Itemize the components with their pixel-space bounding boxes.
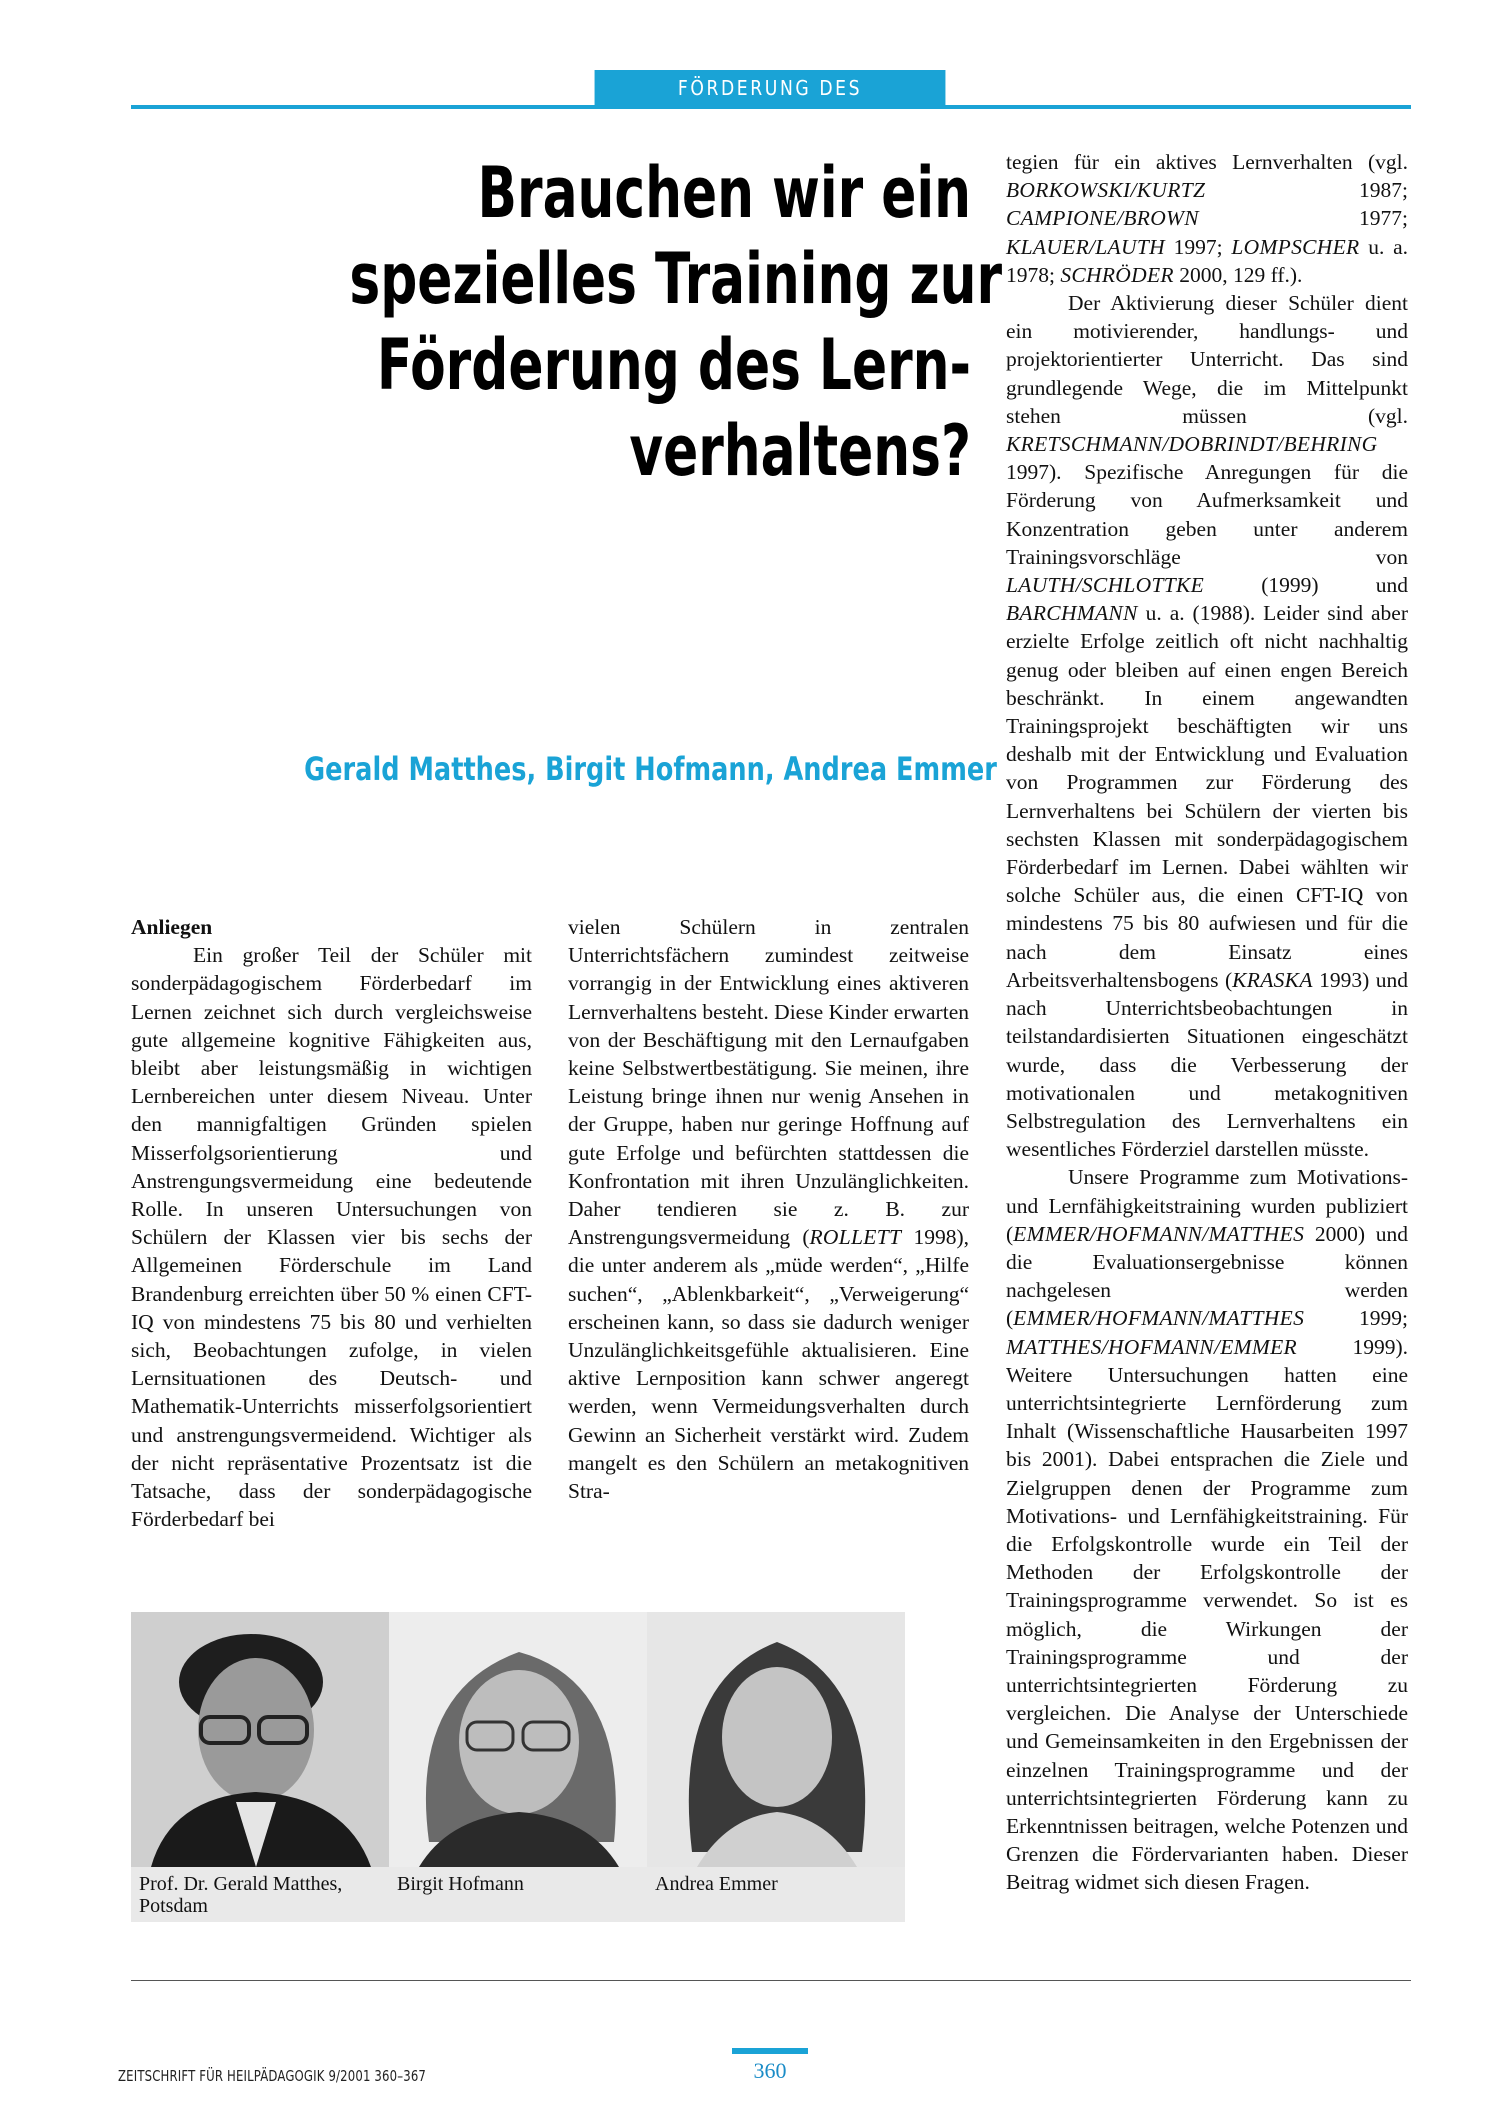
authors-text: Gerald Matthes, Birgit Hofmann, Andrea Emmer [304,750,997,788]
text-run: u. a. (1988). Leider sind aber erzielte Erfolge zeitlich oft nicht nachhaltig genug oder bleiben auf einen engen Bereich beschränkt. In einem angewandten Trainingsprojekt beschäftigten wir uns deshalb mit der Entwicklung und Evaluation von Programmen zur Förderung des Lernverhaltens bei Schülern der vierten bis sechsten Klassen mit sonderpädagogischem Förderbedarf im Lernen. Dabei wählten wir solche Schüler aus, die einen CFT-IQ von mindestens 75 bis 80 aufwiesen und für die nach dem Einsatz eines Arbeitsverhaltensbogens ( [1006,601,1408,992]
photo-caption-hofmann [389,1867,647,1922]
column-left [131,913,532,1533]
text-run: 1999). Weitere Untersuchungen hatten eine unterrichtsintegrierte Lernförderung zum Inhalt (Wissenschaftliche Hausarbeiten 1997 bis 2001). Dabei entsprachen die Ziele und Zielgruppen denen der Programme zum Motivations- und Lernfähigkeitstraining. Für die Erfolgskontrolle wurde ein Teil der Methoden der Erfolgskontrolle der Trainingsprogramme verwendet. So ist es möglich, die Wirkungen der Trainingsprogramme und der unterrichtsintegrierten Förderung zu vergleichen. Die Analyse der Unterschiede und Gemeinsamkeiten in den Ergebnissen der einzelnen Trainingsprogramme und der unterrichtsintegrierten Förderung kann zu Erkenntnissen beitragen, welche Potenzen und Grenzen die Fördervarianten haben. Dieser Beitrag widmet sich diesen Fragen. [1006,1334,1408,1895]
text-run: (1999) und [1204,573,1408,598]
photo-hofmann [389,1612,647,1867]
page-number: 360 [753,2058,787,2083]
page-number-marker [732,2048,808,2054]
text-run: 1977; [1198,206,1408,231]
header-rule [131,105,1411,109]
citation-author: BARCHMANN [1006,601,1138,626]
caption-line: Potsdam [139,1895,208,1917]
footer-rule [131,1980,1411,1981]
photo-emmer [647,1612,905,1867]
text-run: 1997; [1164,234,1232,259]
paragraph-references [1006,148,1408,289]
section-label: FÖRDERUNG DES LERNVERHALTENS [595,70,946,105]
title-line-1: Brauchen wir ein [477,152,971,234]
section-heading: Anliegen [131,915,213,939]
author-photos [131,1612,911,1922]
text-run: Der Aktivierung dieser Schüler dient ein motivierender, handlungs- und projektorientierter Unterricht. Das sind grundlegende Wege, die im Mittelpunkt stehen müssen (vgl. [1006,291,1408,428]
citation-author: CAMPIONE/BROWN [1006,206,1199,231]
text-run: 1997). Spezifische Anregungen für die Förderung von Aufmerksamkeit und Konzentration geben unter anderem Trainingsvorschläge von [1006,460,1408,569]
text-run: u. a. 1978; [1006,234,1408,287]
photo-caption-matthes [131,1867,389,1922]
column-middle [568,913,969,1505]
author-line [131,750,997,788]
journal-reference: ZEITSCHRIFT FÜR HEILPÄDAGOGIK 9/2001 360–367 [118,2067,427,2085]
caption-line: Prof. Dr. Gerald Matthes, [139,1873,343,1895]
text-run: 1998), die unter anderem als „müde werden“, „Hilfe suchen“, „Ablenkbarkeit“, „Verweigerung“ erscheinen kann, so dass sie dadurch weniger Unzulänglichkeitsgefühle aktualisieren. Eine aktive Lernposition kann schwer angeregt werden, wenn Vermeidungsverhalten durch Gewinn an Sicherheit verstärkt wird. Zudem mangelt es den Schülern an metakognitiven Stra- [568,1225,969,1504]
article-title [131,150,1003,494]
portrait-man-icon [131,1612,389,1867]
portrait-woman-icon [647,1612,905,1867]
caption-line: Andrea Emmer [655,1873,778,1895]
photo-caption-emmer [647,1867,905,1922]
citation-author: ROLLETT [809,1225,902,1250]
text-run: Unsere Programme zum Motivations- und Lernfähigkeitstraining wurden publiziert ( [1006,1165,1408,1246]
title-line-2: spezielles Training zur [349,238,1003,320]
paragraph-programs [1006,1163,1408,1896]
photo-matthes [131,1612,389,1867]
citation-author: SCHRÖDER [1060,262,1174,287]
citation-author: KRETSCHMANN/DOBRINDT/BEHRING [1006,432,1378,457]
column-right [1006,148,1408,1897]
citation-author: EMMER/HOFMANN/MATTHES [1013,1221,1305,1246]
text-run: 2000) und die Evaluationsergebnisse können nachgelesen werden ( [1006,1221,1408,1331]
text-run: vielen Schülern in zentralen Unterrichtsfächern zumindest zeitweise vorrangig in der Entwicklung eines aktiveren Lernverhaltens besteht. Diese Kinder erwarten von der Beschäftigung mit den Lernaufgaben keine Selbstwertbestätigung. Sie meinen, ihre Leistung bringe ihnen nur wenig Ansehen in der Gruppe, haben nur geringe Hoffnung auf gute Erfolge und befürchten stattdessen die Konfrontation mit ihren Unzulänglichkeiten. Daher tendieren sie z. B. zur Anstrengungsvermeidung ( [568,915,969,1250]
text-run: 1999; [1304,1306,1408,1331]
citation-author: KLAUER/LAUTH [1006,234,1165,259]
text-run: tegien für ein aktives Lernverhalten (vgl. [1006,150,1408,174]
citation-author: BORKOWSKI/KURTZ [1006,178,1206,203]
paragraph-intro: Ein großer Teil der Schüler mit sonderpädagogischem Förderbedarf im Lernen zeichnet sich durch vergleichsweise gute allgemeine kognitive Fähigkeiten aus, bleibt aber leistungsmäßig in wichtigen Lernbereichen unter diesem Niveau. Unter den mannigfaltigen Gründen spielen Misserfolgsorientierung und Anstrengungsvermeidung eine bedeutende Rolle. In unseren Untersuchungen von Schülern der Klassen vier bis sechs der Allgemeinen Förderschule im Land Brandenburg erreichten über 50 % einen CFT-IQ von mindestens 75 bis 80 und verhielten sich, Beobachtungen zufolge, in vielen Lernsituationen des Deutsch- und Mathematik-Unterrichts misserfolgsorientiert und anstrengungsvermeidend. Wichtiger als der nicht repräsentative Prozentsatz ist die Tatsache, dass der sonderpädagogische Förderbedarf bei [131,943,532,1532]
paragraph-continued [568,913,969,1505]
caption-line: Birgit Hofmann [397,1873,524,1895]
citation-author: LAUTH/SCHLOTTKE [1006,573,1205,598]
paragraph-activation [1006,289,1408,1163]
text-run: 1987; [1205,178,1408,203]
citation-author: MATTHES/HOFMANN/EMMER [1006,1334,1297,1359]
text-run: 1993) und nach Unterrichtsbeobachtungen in teilstandardisierten Situationen eingeschätzt wurde, dass die Verbesserung der motivationalen und metakognitiven Selbstregulation des Lernverhaltens ein wesentliches Förderziel darstellen müsste. [1006,967,1408,1162]
citation-author: KRASKA [1232,967,1313,992]
portrait-woman-glasses-icon [389,1612,647,1867]
text-run: 2000, 129 ff.). [1173,262,1303,287]
title-line-3: Förderung des Lern- [376,324,971,406]
citation-author: EMMER/HOFMANN/MATTHES [1013,1306,1305,1331]
citation-author: LOMPSCHER [1231,234,1360,259]
title-line-4: verhaltens? [629,410,971,492]
